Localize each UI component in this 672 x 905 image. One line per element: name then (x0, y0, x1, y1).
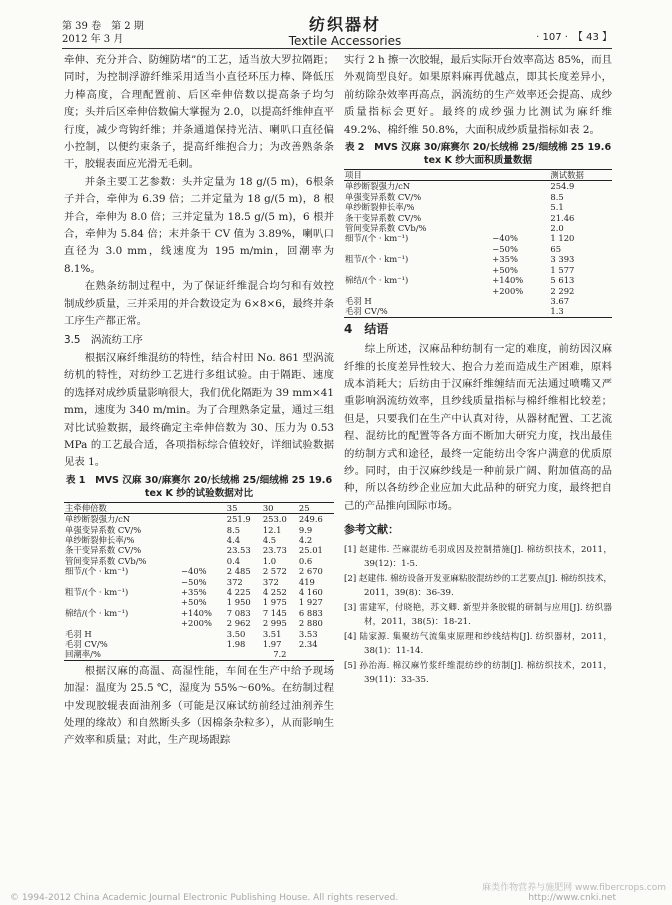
row-label: 单强变异系数 CV/% (345, 191, 422, 202)
table-row (64, 587, 334, 597)
row-label: 管间变异系数 CVb/% (65, 555, 147, 566)
row-sublabel: +50% (180, 597, 207, 608)
row-sublabel: +140% (180, 607, 212, 618)
table-cell: 23.73 (262, 545, 287, 556)
row-label: 棉结/(个 · km⁻¹) (345, 275, 409, 286)
row-sublabel (180, 535, 226, 545)
table-row (64, 608, 334, 618)
row-label: 单纱断裂强力/cN (65, 514, 131, 525)
table-row (344, 286, 612, 296)
row-label: 粗节/(个 · km⁻¹) (65, 587, 129, 597)
table-cell: 251.9 (226, 514, 251, 525)
row-label (64, 618, 180, 628)
paragraph: 实行 2 h 擦一次胶辊，最后实际开台效率高达 85%，而且外观筒型良好。如果原料麻再优越点，即其长度差异小，前纺除杂效率再高点，涡流纺的生产效率还会提高、成纱质量指标会更好。最终的成纱强力比测试为麻纤维 49.2%、棉纤维 50.8%，大面积成纱质量指标如表 2。 (344, 54, 612, 136)
table-header-cell: 测试数据 (549, 170, 612, 181)
reference-item: [5] 孙治海. 棉汉麻竹浆纤维混纺纱的纺制[J]. 棉纺织技术，2011，39(11)：33-35. (344, 660, 612, 685)
table-header-cell: 25 (298, 502, 334, 513)
table-cell: 25.01 (298, 545, 323, 556)
row-label: 条干变异系数 CV/% (345, 212, 422, 223)
row-sublabel (491, 192, 549, 202)
table-cell: 1 950 (226, 597, 251, 608)
table-row (64, 535, 334, 545)
table-row (344, 275, 612, 285)
table-cell: 21.46 (550, 212, 575, 223)
table-cell: 2 670 (298, 566, 323, 577)
table-row (64, 556, 334, 566)
row-label: 管间变异系数 CVb/% (345, 223, 427, 234)
row-sublabel (491, 181, 549, 192)
journal-issue-info (62, 20, 144, 46)
table-cell: 1.3 (550, 306, 564, 317)
table-row (344, 213, 612, 223)
reference-item: [1] 赵建伟. 苎麻混纺毛羽成因及控制措施[J]. 棉纺织技术，2011，39(12)：1-5. (344, 544, 612, 569)
row-sublabel: −40% (492, 233, 518, 244)
header-rule (62, 48, 612, 49)
table1-caption: 表 1 MVS 汉麻 30/麻赛尔 20/长绒棉 25/细绒棉 25 19.6 tex K 纱的试验数据对比 (65, 474, 333, 499)
row-label: 棉结/(个 · km⁻¹) (65, 607, 129, 618)
row-sublabel (491, 213, 549, 223)
table-row (344, 296, 612, 306)
table-row (64, 525, 334, 535)
row-sublabel (180, 525, 226, 535)
right-column (344, 52, 612, 688)
left-column (64, 52, 334, 750)
table-cell: 2 962 (226, 618, 251, 629)
table-cell: 2 880 (298, 618, 323, 629)
table-header-row (344, 170, 612, 181)
row-label: 毛羽 H (65, 628, 92, 639)
row-sublabel (180, 545, 226, 555)
watermark: 麻类作物营养与施肥网 www.fibercrops.com (482, 883, 666, 893)
table-row (344, 223, 612, 233)
table-row (64, 577, 334, 587)
table-cell: 8.5 (550, 191, 564, 202)
table-cell: 4 225 (226, 587, 251, 597)
table-row (344, 244, 612, 254)
table-cell: 7.2 (273, 649, 287, 660)
row-label: 条干变异系数 CV/% (65, 545, 142, 556)
row-sublabel (180, 649, 226, 660)
paragraph: 综上所述，汉麻品种纺制有一定的难度，前纺因汉麻纤维的长度差异性较大、抱合力差而造成生产困难，原料成本消耗大；后纺由于汉麻纤维缠结而无法通过喷嘴又严重影响涡流纺效率，且纱线质量指标与棉纤维相比较差；但是，只要我们在生产中认真对待，从器材配置、工艺流程、混纺比的配置等各方面不断加大研究力度，找出最佳的纺制方式和途径，最终一定能纺出令客户满意的优质原纱。同时，由于汉麻纱线是一种前景广阔、附加值高的品种，所以各纺纱企业应加大此品种的研究力度，最终把自己的产品推向国际市场。 (344, 343, 612, 512)
table-row (344, 306, 612, 317)
table-cell: 5.1 (550, 202, 564, 213)
row-label: 单纱断裂强力/cN (345, 181, 411, 192)
row-label (64, 597, 180, 607)
table-cell: 1 927 (298, 597, 323, 608)
paragraph: 根据汉麻纤维混纺的特性，结合村田 No. 861 型涡流纺机的特性，对纺纱工艺进行多组试验。由于隔距、速度的选择对成纱质量影响很大，我们优化隔距为 39 mm×41 mm，速度为 340 m/min。为了合理熟条定量，通过三组对比试验数据，最终确定主牵伸倍数为 30、压力为 0.53 MPa 的工艺最合适，各项指标综合值较好，详细试验数据见表 1。 (64, 351, 334, 469)
table-cell: 2 292 (550, 285, 575, 296)
table-cell: 1 577 (550, 264, 575, 275)
table-cell: 1 120 (550, 233, 575, 244)
row-label: 细节/(个 · km⁻¹) (345, 233, 409, 244)
table-cell: 4.5 (262, 534, 277, 545)
table-cell: 1.98 (226, 639, 246, 650)
row-sublabel: +200% (492, 285, 524, 296)
table-cell: 0.6 (298, 555, 313, 566)
table-row (344, 192, 612, 202)
table-cell: 3 393 (550, 254, 575, 265)
row-label: 单强变异系数 CV/% (65, 524, 142, 535)
table-cell: 2 485 (226, 566, 251, 577)
table-cell: 419 (298, 576, 315, 587)
reference-item: [4] 陆家源. 集聚纺气流集束原理和纱线结构[J]. 纺织器材，2011，38(1)：11-14. (344, 631, 612, 656)
table-header-cell: 35 (226, 502, 262, 513)
table-cell: 253.0 (262, 514, 287, 525)
cnki-link[interactable]: http://www.cnki.net (528, 893, 616, 903)
row-label: 细节/(个 · km⁻¹) (65, 566, 129, 577)
row-label (64, 577, 180, 587)
row-sublabel: +35% (180, 587, 207, 597)
table-cell: 3.67 (550, 295, 570, 306)
table-cell: 23.53 (226, 545, 251, 556)
table-row (344, 202, 612, 212)
publication-date: 2012 年 3 月 (62, 34, 124, 45)
row-label: 毛羽 H (345, 295, 372, 306)
row-label: 单纱断裂伸长率/% (65, 534, 135, 545)
table2-caption: 表 2 MVS 汉麻 30/麻赛尔 20/长绒棉 25/细绒棉 25 19.6 tex K 纱大面积质量数据 (344, 142, 612, 167)
table-cell: 372 (262, 576, 279, 587)
table-cell: 2.0 (550, 223, 564, 234)
table-cell (226, 649, 262, 660)
table-header-cell: 30 (262, 502, 298, 513)
table-row (344, 181, 612, 192)
row-label: 回潮率/% (65, 649, 101, 660)
row-sublabel (491, 296, 549, 306)
paragraph: 并条主要工艺参数：头并定量为 18 g/(5 m)，6根条子并合，牵伸为 6.39 倍；二并定量为 18 g/(5 m)，8 根并合，牵伸为 8.0 倍；三并定量为 18.5 g/(5 m)，6 根并合，牵伸为 5.84 倍；末并条干 CV 值为 3.89%，喇叭口直径为 3.0 mm，线速度为 195 m/min，回潮率为 8.1%。 (64, 175, 334, 275)
page-number: · 107 · 【 43 】 (536, 32, 612, 43)
row-label (344, 265, 491, 275)
table-header-cell: 主牵伸倍数 (64, 502, 226, 513)
row-sublabel (491, 223, 549, 233)
table-cell: 12.1 (262, 524, 282, 535)
table-cell: 2 995 (262, 618, 287, 629)
paragraph: 根据汉麻的高温、高湿性能，车间在生产中给予现场加湿：温度为 25.5 ℃，湿度为 55%～60%。在纺制过程中发现胶辊表面油剂多（可能是汉麻试纺前经过油剂养生处理的缘故）和自然断头多（因棉条杂粒多），从而影响生产效率和质量；对此，生产现场跟踪 (64, 664, 334, 747)
table-row (64, 629, 334, 639)
table-row (64, 545, 334, 555)
table-row (64, 639, 334, 649)
table-cell (298, 649, 334, 660)
table-header-row (64, 502, 334, 513)
table-cell: 7 145 (262, 607, 287, 618)
table-row (344, 233, 612, 243)
table-cell: 5 613 (550, 275, 575, 286)
table-cell: 0.4 (226, 555, 241, 566)
paragraph: 牵伸、充分并合、防缠防堵”的工艺，适当放大罗拉隔距；同时，为控制浮游纤维采用适当小直径环压力棒、降低压力棒高度，合理配置前、后区牵伸倍数以提高条子均匀度；头并后区牵伸倍数偏大掌握为 2.0，以提高纤维伸直平行度，减少弯钩纤维；并条通道保持光洁、喇叭口直径偏小控制，以便约束条子，提高纤维抱合力；为改善熟条条干，胶辊表面应光滑无毛刺。 (64, 54, 334, 171)
row-label: 粗节/(个 · km⁻¹) (345, 254, 409, 265)
table-row (344, 265, 612, 275)
table-cell: 249.6 (298, 514, 323, 525)
journal-title-en: Textile Accessories (288, 34, 402, 48)
table-row (344, 254, 612, 264)
table-cell: 4.2 (298, 534, 313, 545)
table-cell: 1.97 (262, 639, 282, 650)
table-header-cell: 项目 (344, 170, 549, 181)
row-sublabel: +35% (492, 254, 518, 265)
table-cell: 8.5 (226, 524, 241, 535)
table-cell: 1.0 (262, 555, 277, 566)
row-sublabel: +200% (180, 618, 212, 629)
table-row (64, 618, 334, 628)
volume-issue: 第 39 卷 第 2 期 (62, 21, 144, 32)
row-label (344, 244, 491, 254)
section-heading-3-5: 3.5 涡流纺工序 (64, 333, 143, 346)
row-sublabel (491, 306, 549, 317)
table-row (64, 597, 334, 607)
journal-title-cn: 纺织器材 (308, 15, 381, 34)
paragraph: 在熟条纺制过程中，为了保证纤维混合均匀和有效控制成纱质量，三并采用的并合数设定为 6×8×6，最终并条工序生产都正常。 (64, 280, 334, 328)
row-sublabel (180, 629, 226, 639)
row-sublabel: −50% (492, 243, 518, 254)
table1 (64, 502, 334, 661)
table-cell: 4.4 (226, 534, 241, 545)
table-cell: 6 883 (298, 607, 323, 618)
row-sublabel: −40% (180, 566, 207, 577)
row-label: 毛羽 CV/% (65, 639, 108, 650)
row-sublabel (180, 639, 226, 649)
copyright-notice: © 1994-2012 China Academic Journal Electronic Publishing House. All rights reserved. (10, 893, 399, 903)
reference-item: [3] 雷建军，付晓艳，苏文卿. 新型并条胶辊的研制与应用[J]. 纺织器材，2011，38(5)：18-21. (344, 602, 612, 627)
row-sublabel: +140% (492, 275, 524, 286)
row-label (344, 286, 491, 296)
row-sublabel (491, 202, 549, 212)
row-sublabel (180, 556, 226, 566)
table-row (64, 514, 334, 525)
table-row (64, 649, 334, 660)
table-row (64, 566, 334, 576)
table-cell: 372 (226, 576, 243, 587)
table-cell: 1 975 (262, 597, 287, 608)
reference-list (344, 543, 612, 687)
row-label: 单纱断裂伸长率/% (345, 202, 415, 213)
table-cell: 3.53 (298, 628, 318, 639)
table-cell: 2 572 (262, 566, 287, 577)
table-cell: 7 083 (226, 607, 251, 618)
row-sublabel: −50% (180, 576, 207, 587)
row-sublabel (180, 514, 226, 525)
journal-masthead (270, 16, 420, 48)
row-label: 毛羽 CV/% (345, 306, 388, 317)
table-cell: 3.51 (262, 628, 282, 639)
section-heading-4: 4 结语 (344, 321, 389, 336)
table-cell: 65 (550, 243, 562, 254)
table-cell: 254.9 (550, 181, 575, 192)
table-cell: 4 252 (262, 587, 287, 597)
table-cell: 3.50 (226, 628, 246, 639)
table-cell: 4 160 (298, 587, 323, 597)
table2 (344, 169, 612, 318)
references-heading: 参考文献： (344, 523, 399, 537)
row-sublabel: +50% (492, 264, 518, 275)
table-cell: 9.9 (298, 524, 313, 535)
table-cell: 2.34 (298, 639, 318, 650)
reference-item: [2] 赵建伟. 棉纺设备开发亚麻粘胶混纺纱的工艺要点[J]. 棉纺织技术，2011，39(8)：36-39. (344, 573, 613, 598)
